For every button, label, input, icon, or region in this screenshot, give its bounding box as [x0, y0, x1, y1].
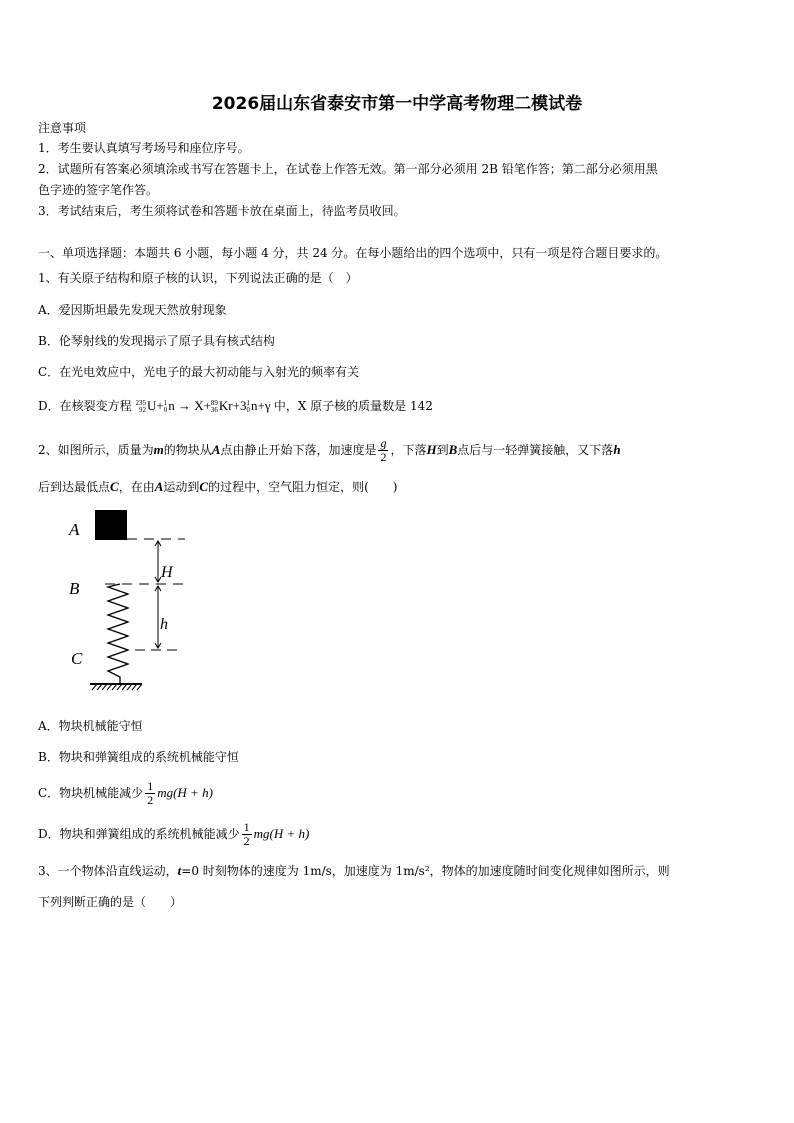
q2-option-b: B．物块和弹簧组成的系统机械能守恒: [38, 750, 239, 764]
q2-text: ，在由: [118, 480, 155, 494]
var-c: C: [110, 479, 119, 494]
var-m: m: [153, 442, 164, 457]
q2-text: 点由静止开始下落，加速度是: [220, 443, 377, 457]
q1-option-c: C．在光电效应中，光电子的最大初动能与入射光的频率有关: [38, 365, 360, 379]
q1-option-d-suffix: 中，X 原子核的质量数是 142: [273, 399, 433, 413]
u-atomic-number: 92: [138, 406, 146, 415]
q2-option-a: A．物块机械能守恒: [38, 719, 143, 733]
frac-numerator: 1: [243, 820, 250, 834]
label-b: B: [69, 579, 80, 598]
notice-item-2-cont: 色字迹的签字笔作答。: [38, 183, 159, 197]
q2-option-d-text: D．物块和弹簧组成的系统机械能减少: [38, 827, 240, 841]
x-symbol: X: [194, 398, 204, 413]
label-small-h: h: [160, 616, 168, 633]
q1-stem: 1、有关原子结构和原子核的认识，下列说法正确的是（ ）: [38, 271, 358, 285]
var-a: A: [211, 442, 221, 457]
spring: [108, 584, 128, 683]
q2-option-c: [38, 778, 213, 808]
q2-option-d: [38, 819, 309, 849]
kr-symbol: Kr: [218, 398, 233, 413]
expr-mg: mg: [157, 785, 174, 800]
notice-heading: 注意事项: [38, 121, 87, 135]
n3-symbol: n: [250, 398, 258, 413]
n1-atomic-number: 0: [163, 406, 168, 415]
expr-h-sum: (H + h): [173, 785, 213, 800]
q2-text: 的过程中，空气阻力恒定，则( ): [208, 480, 398, 494]
n3-atomic-number: 0: [246, 406, 250, 415]
label-c: C: [71, 649, 83, 668]
q2-text: 的物块从: [163, 443, 212, 457]
frac-denominator: 2: [147, 793, 154, 807]
fraction-one-half: [242, 821, 252, 848]
notice-item-3: 3．考试结束后，考生须将试卷和答题卡放在桌面上，待监考员收回。: [38, 204, 406, 218]
expr-mg: mg: [253, 826, 270, 841]
notice-item-1: 1．考生要认真填写考场号和座位序号。: [38, 141, 250, 155]
frac-denominator: 2: [380, 450, 387, 464]
var-a: A: [154, 479, 164, 494]
frac-numerator: g: [380, 436, 387, 450]
section-heading: 一、单项选择题：本题共 6 小题，每小题 4 分，共 24 分。在每小题给出的四个选项中，只有一项是符合题目要求的。: [38, 246, 668, 260]
label-big-h: H: [161, 564, 173, 581]
n3-mass-number: 1: [246, 399, 250, 408]
n3-coefficient: 3: [239, 398, 247, 413]
q3-stem-line-1: [38, 863, 670, 879]
gamma-symbol: γ: [264, 398, 271, 413]
q1-option-d-prefix: D．在核裂变方程: [38, 399, 132, 413]
u-mass-number: 235: [135, 399, 146, 408]
var-t: t: [177, 863, 182, 878]
spring-block-diagram: [60, 505, 195, 695]
label-a: A: [69, 520, 80, 539]
q1-option-a: A．爱因斯坦最先发现天然放射现象: [38, 303, 227, 317]
q3-text: 3、一个物体沿直线运动，: [38, 864, 178, 878]
q2-stem-line-2: [38, 479, 397, 495]
n1-symbol: n: [168, 398, 175, 413]
page-title: 2026届山东省泰安市第一中学高考物理二模试卷: [211, 94, 583, 114]
kr-atomic-number: 36: [210, 406, 218, 415]
q2-text: 运动到: [163, 480, 200, 494]
fraction-g-over-2: [378, 437, 388, 464]
nuclear-equation: 235 92 U+ 1 0 n → X+ 89 36 Kr+3 1 0 n+γ: [135, 398, 271, 415]
notice-item-2: 2．试题所有答案必须填涂或书写在答题卡上，在试卷上作答无效。第一部分必须用 2B 铅笔作答；第二部分必须用黑: [38, 162, 658, 176]
q1-option-d: [38, 398, 433, 414]
frac-numerator: 1: [147, 779, 154, 793]
q2-text: 后到达最低点: [38, 480, 111, 494]
var-b: B: [448, 442, 458, 457]
q1-option-b: B．伦琴射线的发现揭示了原子具有核式结构: [38, 334, 275, 348]
q3-stem-line-2: 下列判断正确的是（ ）: [38, 895, 183, 909]
kr-mass-number: 89: [210, 399, 218, 408]
q2-stem-line-1: [38, 436, 621, 464]
u-symbol: U: [146, 398, 157, 413]
fraction-one-half: [145, 780, 155, 807]
var-small-h: h: [613, 442, 621, 457]
q3-text: =0 时刻物体的速度为 1m/s，加速度为 1m/s²，物体的加速度随时间变化规律如图所示，则: [181, 864, 670, 878]
var-c: C: [199, 479, 209, 494]
q2-text: 到: [436, 443, 449, 457]
q2-text: ，下落: [390, 443, 427, 457]
q2-option-c-text: C．物块机械能减少: [38, 786, 144, 800]
expr-h-sum: (H + h): [269, 826, 310, 841]
block: [95, 510, 127, 540]
var-big-h: H: [426, 442, 437, 457]
n1-mass-number: 1: [163, 399, 168, 408]
reaction-arrow: →: [177, 398, 191, 413]
frac-denominator: 2: [243, 834, 250, 848]
q2-text: 点后与一轻弹簧接触，又下落: [457, 443, 614, 457]
q2-text: 2、如图所示，质量为: [38, 443, 154, 457]
